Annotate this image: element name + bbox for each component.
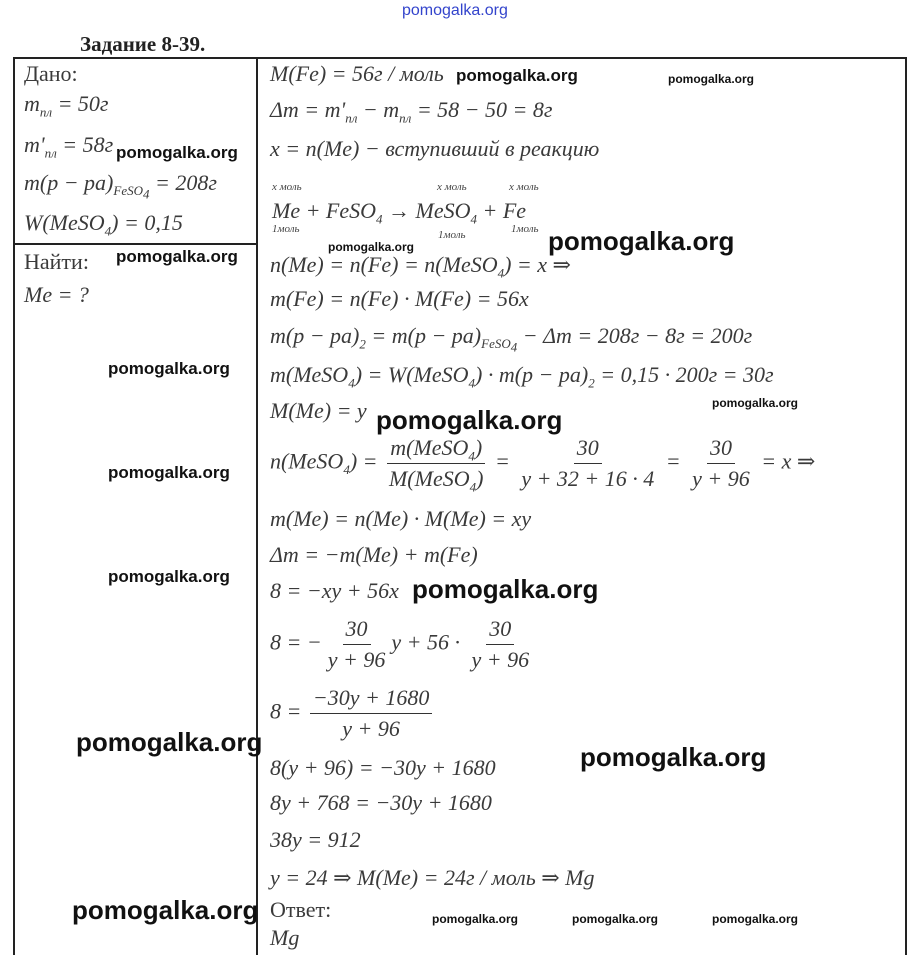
solution-line: M(Me) = y <box>270 398 367 423</box>
answer-label: Ответ: <box>270 897 332 922</box>
solution-line: 8y + 768 = −30y + 1680 <box>270 790 492 815</box>
reaction-annotation: x моль <box>437 181 467 193</box>
reaction-annotation: 1моль <box>438 229 466 241</box>
reaction-equation: Me + FeSO$_4$ → MeSO$_4$ + Fe <box>272 198 527 227</box>
watermark: pomogalka.org <box>548 226 735 256</box>
solution-line: y = 24 ⇒ M(Me) = 24г / моль ⇒ Mg <box>270 865 595 890</box>
watermark: pomogalka.org <box>712 396 799 410</box>
given-line: $m_{пл} = 50г$ <box>24 91 109 120</box>
solution-line: $m(p - pa)_2 = m(p - pa)_{FeSO_4} - \Delta m = 208г - 8г = 200г$ <box>270 323 753 355</box>
given-find-divider <box>13 243 257 245</box>
solution-line: m(MeSO$_4$) = W(MeSO$_4$) · $m(p - pa)_2 = 0,15 \cdot 200г = 30г$ <box>270 362 774 391</box>
find-label: Найти: <box>24 249 89 274</box>
given-line: W(MeSO$_4$) = 0,15 <box>24 210 183 239</box>
watermark: pomogalka.org <box>712 912 799 926</box>
given-label: Дано: <box>24 61 78 86</box>
solution-line: $\Delta m = m'_{пл} - m_{пл} = 58 - 50 = 8г$ <box>270 97 553 126</box>
task-title: Задание 8-39. <box>80 32 206 56</box>
reaction-annotation: 1моль <box>272 223 300 235</box>
solution-line: M(Fe) = 56г / моль <box>270 61 444 86</box>
solution-line: 8 = − $\frac{30}{y + 96}$ y + 56 · $\frac{30}{y + 96}$ <box>270 616 530 672</box>
solution-line: m(Me) = n(Me) · M(Me) = xy <box>270 506 532 531</box>
watermark: pomogalka.org <box>580 742 767 772</box>
column-divider <box>256 57 258 955</box>
watermark: pomogalka.org <box>116 247 238 266</box>
given-line: $m'_{пл} = 58г$ <box>24 132 114 161</box>
table-right-border <box>905 57 907 955</box>
watermark: pomogalka.org <box>328 240 415 254</box>
solution-line: m(Fe) = n(Fe) · M(Fe) = 56x <box>270 286 529 311</box>
watermark: pomogalka.org <box>432 912 519 926</box>
solution-line: 8 = $\frac{-30y + 1680}{y + 96}$ <box>270 683 435 744</box>
watermark: pomogalka.org <box>456 66 578 85</box>
answer-value: Mg <box>270 925 300 950</box>
solution-line: Δm = −m(Me) + m(Fe) <box>270 542 478 567</box>
table-left-border <box>13 57 15 955</box>
solution-line: x = n(Me) − вступивший в реакцию <box>270 136 600 161</box>
watermark: pomogalka.org <box>376 405 563 435</box>
reaction-annotation: 1моль <box>511 223 539 235</box>
watermark: pomogalka.org <box>72 895 259 925</box>
watermark: pomogalka.org <box>572 912 659 926</box>
solution-line: 8 = −xy + 56x <box>270 578 399 603</box>
reaction-annotation: x моль <box>509 181 539 193</box>
watermark: pomogalka.org <box>116 143 238 162</box>
solution-line: 8(y + 96) = −30y + 1680 <box>270 755 496 780</box>
watermark: pomogalka.org <box>412 574 599 604</box>
watermark: pomogalka.org <box>108 463 230 482</box>
watermark: pomogalka.org <box>668 72 755 86</box>
solution-line: n(Me) = n(Fe) = n(MeSO$_4$) = x ⇒ <box>270 252 571 281</box>
given-line: $m(p - pa)_{FeSO_4} = 208г$ <box>24 170 217 202</box>
solution-line: n(MeSO$_4$) = $\frac{m(MeSO_4)}{M(MeSO_4)}$ = $\frac{30}{y + 32 + 16 \cdot 4}$ = $\frac{30}{y + 96}$ = x ⇒ <box>270 435 816 495</box>
site-link[interactable]: pomogalka.org <box>402 2 508 19</box>
solution-line: 38y = 912 <box>270 827 361 852</box>
table-top-border <box>13 57 906 59</box>
find-line: Me = ? <box>24 282 89 307</box>
reaction-annotation: x моль <box>272 181 302 193</box>
watermark: pomogalka.org <box>76 727 263 757</box>
watermark: pomogalka.org <box>108 359 230 378</box>
watermark: pomogalka.org <box>108 567 230 586</box>
